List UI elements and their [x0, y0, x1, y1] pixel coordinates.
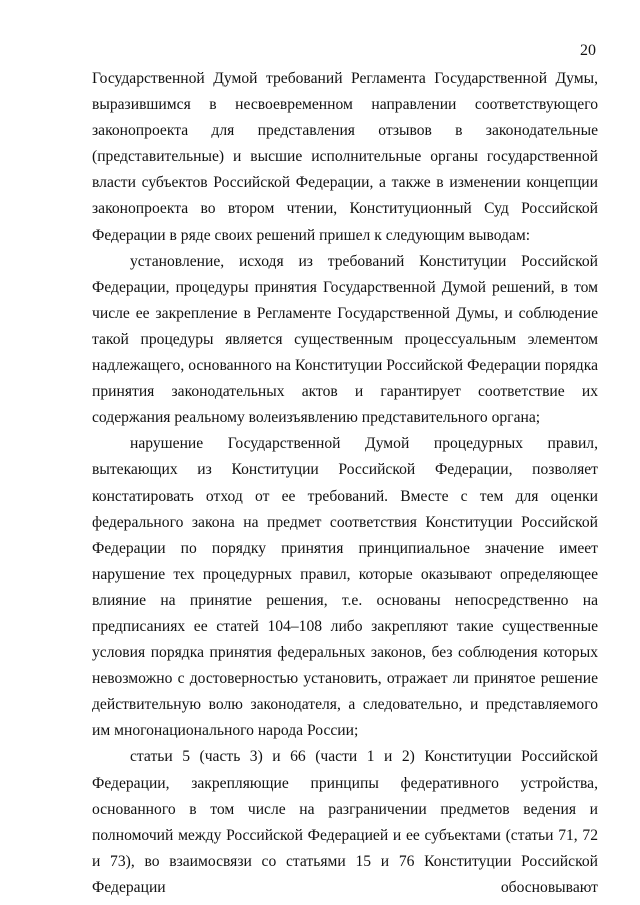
page-number: 20 — [580, 42, 596, 59]
paragraph-4: статьи 5 (часть 3) и 66 (части 1 и 2) Конституции Российской Федерации, закрепляющие принципы федеративного устройства, основанного в том числе на разграничении предметов ведения и полномочий между Российской Федерацией и ее субъектами (статьи 71, 72 и 73), во взаимосвязи со статьями 15 и 76 Конституции Российской Федерации обосновывают — [92, 748, 598, 896]
paragraph-3: нарушение Государственной Думой процедурных правил, вытекающих из Конституции Российской Федерации, позволяет констатировать отход от ее требований. Вместе с тем для оценки федерального закона на предмет соответствия Конституции Российской Федерации по порядку принятия принципиальное значение имеет нарушение тех процедурных правил, которые оказывают определяющее влияние на принятие решения, т.е. основаны непосредственно на предписаниях ее статей 104–108 либо закрепляют такие существенные условия порядка принятия федеральных законов, без соблюдения которых невозможно с достоверностью установить, отражает ли принятое решение действительную волю законодателя, а следовательно, и представляемого им многонационального народа России; — [92, 435, 598, 740]
document-body — [92, 66, 598, 901]
paragraph-1: Государственной Думой требований Регламента Государственной Думы, выразившимся в несвоевременном направлении соответствующего законопроекта для представления отзывов в законодательные (представительные) и высшие исполнительные органы государственной власти субъектов Российской Федерации, а также в изменении концепции законопроекта во втором чтении, Конституционный Суд Российской Федерации в ряде своих решений пришел к следующим выводам: — [92, 70, 598, 244]
paragraph-2: установление, исходя из требований Конституции Российской Федерации, процедуры принятия Государственной Думой решений, в том числе ее закрепление в Регламенте Государственной Думы, и соблюдение такой процедуры является существенным процессуальным элементом надлежащего, основанного на Конституции Российской Федерации порядка принятия законодательных актов и гарантирует соответствие их содержания реальному волеизъявлению представительного органа; — [92, 252, 598, 427]
